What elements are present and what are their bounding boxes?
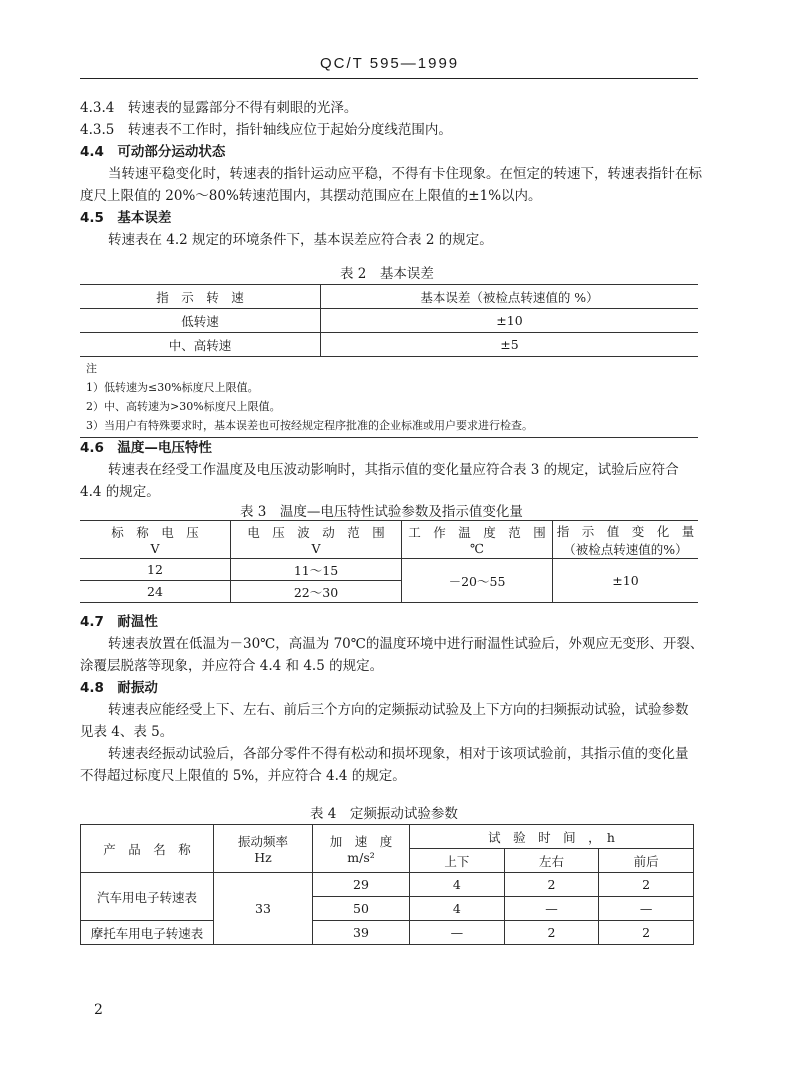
table4 [80, 824, 694, 945]
table3-header-change: 指 示 值 变 化 量 （被检点转速值的%） [553, 521, 699, 559]
table3-cell: 24 [80, 581, 231, 603]
table4-header-product: 产 品 名 称 [81, 825, 214, 873]
table4-header-time: 试 验 时 间 ， h [410, 825, 694, 849]
table2-caption: 表 2 基本误差 [340, 266, 434, 282]
table3-header-voltage: 标 称 电 压 V [80, 521, 231, 559]
table4-cell: 2 [599, 873, 694, 897]
paragraph-4-8-line4: 不得超过标度尺上限值的 5%，并应符合 4.4 的规定。 [80, 768, 406, 784]
table2-cell: 中、高转速 [80, 333, 321, 357]
table4-caption: 表 4 定频振动试验参数 [310, 806, 458, 822]
table3-cell-temp: －20～55 [402, 559, 553, 603]
table3 [80, 520, 698, 603]
table4-cell: 2 [504, 921, 599, 945]
table2 [80, 284, 698, 438]
paragraph-4-8-line3: 转速表经振动试验后，各部分零件不得有松动和损坏现象，相对于该项试验前，其指示值的变化量 [108, 746, 689, 762]
paragraph-4-5: 转速表在 4.2 规定的环境条件下，基本误差应符合表 2 的规定。 [108, 232, 493, 248]
table3-header-voltage-range: 电 压 波 动 范 围 V [231, 521, 402, 559]
table2-cell: 低转速 [80, 309, 321, 333]
table3-cell: 11～15 [231, 559, 402, 581]
section-4-8-heading: 4.8 耐振动 [80, 680, 158, 696]
table4-cell: 2 [504, 873, 599, 897]
table4-frequency-value: 33 [214, 873, 313, 945]
paragraph-4-8-line2: 见表 4、表 5。 [80, 724, 174, 740]
paragraph-4-4-line1: 当转速平稳变化时，转速表的指针运动应平稳，不得有卡住现象。在恒定的转速下，转速表指针在标 [108, 166, 702, 182]
table2-cell: ±10 [321, 309, 699, 333]
table2-note: 1）低转速为≤30%标度尺上限值。 [86, 381, 259, 394]
table4-header-leftright: 左右 [504, 849, 599, 873]
table4-cell: 50 [313, 897, 410, 921]
paragraph-4-7-line1: 转速表放置在低温为－30℃，高温为 70℃的温度环境中进行耐温性试验后，外观应无变形、开裂、 [108, 636, 704, 652]
table4-cell: — [599, 897, 694, 921]
table3-cell: 12 [80, 559, 231, 581]
table2-note: 2）中、高转速为>30%标度尺上限值。 [86, 400, 281, 413]
table3-cell-change: ±10 [553, 559, 699, 603]
header-rule [80, 78, 698, 79]
paragraph-4-6-line2: 4.4 的规定。 [80, 484, 160, 500]
clause-4-3-4: 4.3.4 转速表的显露部分不得有刺眼的光泽。 [80, 100, 358, 116]
table2-note: 3）当用户有特殊要求时，基本误差也可按经规定程序批准的企业标准或用户要求进行检查。 [86, 419, 533, 432]
table4-header-acceleration: 加 速 度 m/s² [313, 825, 410, 873]
table4-cell: — [410, 921, 505, 945]
section-4-7-heading: 4.7 耐温性 [80, 614, 158, 630]
table4-cell: 4 [410, 873, 505, 897]
table3-header-temp-range: 工 作 温 度 范 围 ℃ [402, 521, 553, 559]
clause-4-3-5: 4.3.5 转速表不工作时，指针轴线应位于起始分度线范围内。 [80, 122, 452, 138]
table2-cell: ±5 [321, 333, 699, 357]
table3-caption: 表 3 温度—电压特性试验参数及指示值变化量 [240, 504, 523, 520]
standard-header: QC/T 595—1999 [320, 55, 460, 72]
table2-header-error: 基本误差（被检点转速值的 %） [321, 285, 699, 309]
table4-product-car: 汽车用电子转速表 [81, 873, 214, 921]
table4-header-frequency: 振动频率 Hz [214, 825, 313, 873]
paragraph-4-8-line1: 转速表应能经受上下、左右、前后三个方向的定频振动试验及上下方向的扫频振动试验，试验参数 [108, 702, 689, 718]
table2-notes-title: 注 [86, 362, 97, 375]
table2-header-speed: 指 示 转 速 [80, 285, 321, 309]
table4-cell: 4 [410, 897, 505, 921]
table4-cell: 2 [599, 921, 694, 945]
table4-cell: 29 [313, 873, 410, 897]
table3-cell: 22～30 [231, 581, 402, 603]
table4-cell: — [504, 897, 599, 921]
table4-header-frontback: 前后 [599, 849, 694, 873]
section-4-6-heading: 4.6 温度—电压特性 [80, 440, 212, 456]
paragraph-4-7-line2: 涂覆层脱落等现象，并应符合 4.4 和 4.5 的规定。 [80, 658, 384, 674]
section-4-5-heading: 4.5 基本误差 [80, 210, 172, 226]
paragraph-4-6-line1: 转速表在经受工作温度及电压波动影响时，其指示值的变化量应符合表 3 的规定，试验后应符合 [108, 462, 679, 478]
table4-product-motorcycle: 摩托车用电子转速表 [81, 921, 214, 945]
table2-notes [80, 357, 698, 438]
section-4-4-heading: 4.4 可动部分运动状态 [80, 144, 226, 160]
page-number: 2 [94, 1002, 103, 1018]
table4-header-updown: 上下 [410, 849, 505, 873]
paragraph-4-4-line2: 度尺上限值的 20%～80%转速范围内，其摆动范围应在上限值的±1%以内。 [80, 188, 542, 204]
table4-cell: 39 [313, 921, 410, 945]
